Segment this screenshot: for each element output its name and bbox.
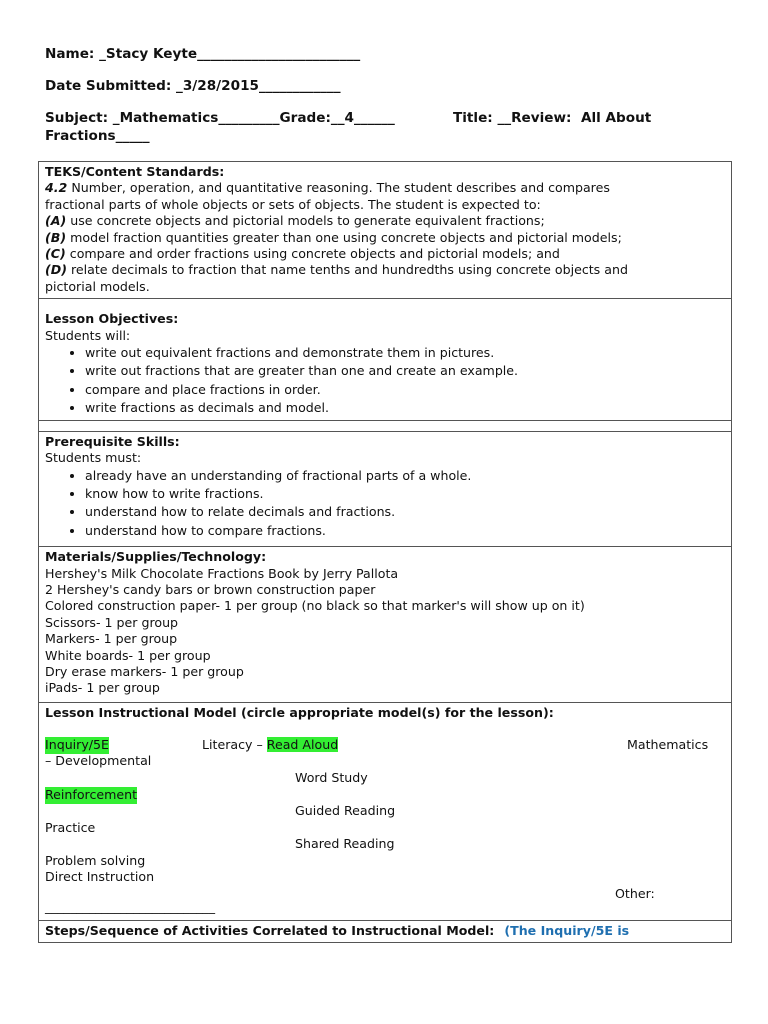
steps-note: (The Inquiry/5E is [504, 923, 630, 939]
model-direct-instruction: Direct Instruction [45, 869, 155, 885]
subject-grade-line: Subject: _Mathematics_________Grade:__4______ [45, 110, 395, 126]
model-shared-reading: Shared Reading [295, 836, 395, 852]
prereq-section [39, 432, 731, 547]
list-item: • write out fractions that are greater than one and create an example. [85, 362, 725, 380]
objectives-lead: Students will: [45, 327, 131, 343]
teks-item: (B) model fraction quantities greater than one using concrete objects and pictorial models; [45, 229, 622, 245]
teks-item: (C) compare and order fractions using concrete objects and pictorial models; and [45, 246, 560, 262]
model-developmental: – Developmental [45, 753, 152, 769]
list-item: Markers- 1 per group [45, 631, 178, 647]
list-item: • know how to write fractions. [85, 485, 725, 503]
list-item: • already have an understanding of fractional parts of a whole. [85, 467, 725, 485]
model-problem-solving: Problem solving [45, 853, 146, 869]
teks-section [39, 162, 731, 299]
steps-title: Steps/Sequence of Activities Correlated to Instructional Model: [45, 923, 495, 939]
teks-intro-code: 4.2 [45, 180, 68, 196]
model-word-study: Word Study [295, 770, 368, 786]
lesson-plan-table [38, 161, 732, 943]
list-item: Hershey's Milk Chocolate Fractions Book by Jerry Pallota [45, 565, 399, 581]
list-item: Colored construction paper- 1 per group (no black so that marker's will show up on it) [45, 598, 585, 614]
model-reinforcement: Reinforcement [45, 787, 138, 803]
model-title: Lesson Instructional Model (circle appropriate model(s) for the lesson): [45, 704, 554, 720]
teks-item-cont: pictorial models. [45, 278, 150, 294]
model-practice: Practice [45, 820, 96, 836]
date-submitted-line: Date Submitted: _3/28/2015____________ [45, 78, 341, 94]
materials-section [39, 547, 731, 703]
model-literacy: Literacy – Read Aloud [202, 737, 339, 753]
prereq-lead: Students must: [45, 450, 142, 466]
materials-title: Materials/Supplies/Technology: [45, 549, 267, 565]
teks-item: (A) use concrete objects and pictorial models to generate equivalent fractions; [45, 213, 545, 229]
spacer-row [39, 421, 731, 432]
model-options [45, 721, 725, 917]
model-other: Other: [615, 886, 655, 902]
objectives-section [39, 299, 731, 420]
model-other-blank: ___________________________ [45, 899, 216, 915]
name-line: Name: _Stacy Keyte________________________ [45, 46, 361, 62]
list-item: White boards- 1 per group [45, 647, 211, 663]
list-item: 2 Hershey's candy bars or brown construction paper [45, 581, 376, 597]
prereq-list [45, 467, 725, 541]
model-inquiry-5e: Inquiry/5E [45, 737, 110, 753]
lesson-title-label: Title: __Review: All About [453, 110, 652, 126]
model-read-aloud: Read Aloud [266, 737, 339, 753]
teks-intro-cont: fractional parts of whole objects or sets of objects. The student is expected to: [45, 196, 541, 212]
lesson-title-continued: Fractions_____ [45, 128, 150, 144]
list-item: • understand how to compare fractions. [85, 522, 725, 540]
teks-intro [45, 180, 725, 196]
list-item: • write fractions as decimals and model. [85, 399, 725, 417]
teks-intro-text: Number, operation, and quantitative reasoning. The student describes and compares [67, 180, 610, 196]
list-item: iPads- 1 per group [45, 680, 160, 696]
instructional-model-section [39, 703, 731, 921]
model-guided-reading: Guided Reading [295, 803, 396, 819]
teks-title: TEKS/Content Standards: [45, 164, 225, 179]
objectives-title: Lesson Objectives: [45, 311, 179, 327]
steps-section [39, 921, 731, 942]
list-item: • compare and place fractions in order. [85, 381, 725, 399]
list-item: Dry erase markers- 1 per group [45, 663, 244, 679]
list-item: Scissors- 1 per group [45, 614, 179, 630]
list-item: • write out equivalent fractions and demonstrate them in pictures. [85, 344, 725, 362]
teks-item: (D) relate decimals to fraction that name tenths and hundredths using concrete objects and [45, 262, 628, 278]
prereq-title: Prerequisite Skills: [45, 433, 180, 449]
model-mathematics: Mathematics [627, 737, 709, 753]
list-item: • understand how to relate decimals and fractions. [85, 503, 725, 521]
objectives-list [45, 344, 725, 418]
